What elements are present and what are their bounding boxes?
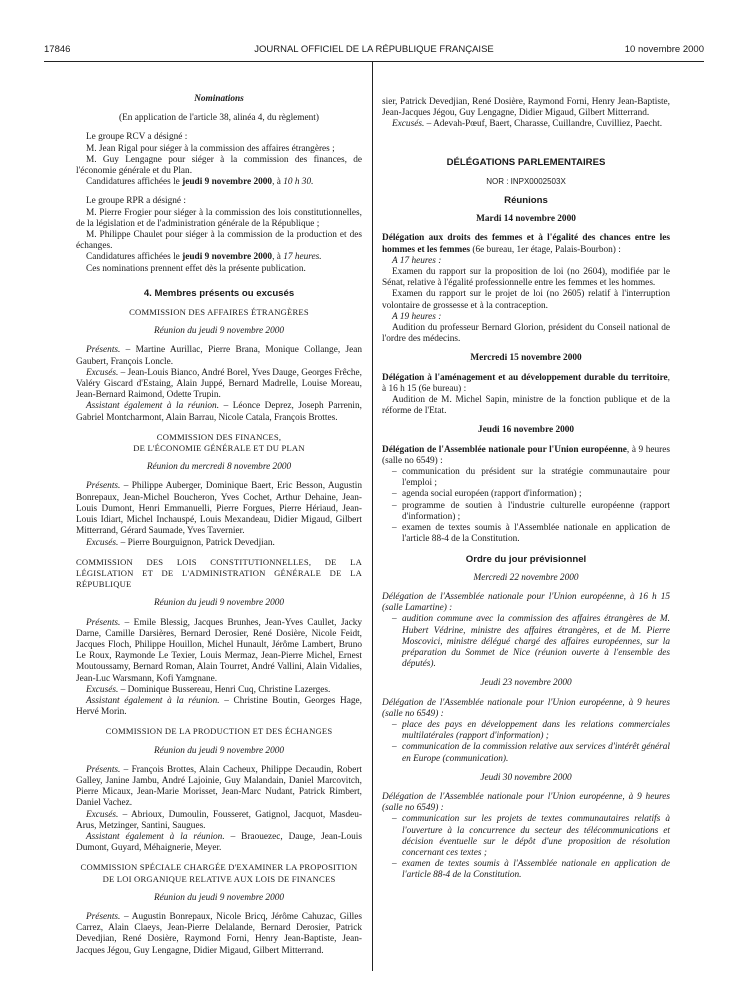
paragraph: M. Jean Rigal pour siéger à la commission des affaires étrangères ; xyxy=(86,143,335,154)
candidatures-line: Candidatures affichées le jeudi 9 novembre 2000, à 10 h 30. xyxy=(86,177,314,188)
reunion-date: Réunion du jeudi 9 novembre 2000 xyxy=(153,745,285,756)
agenda-item: Examen du rapport sur le projet de loi (no 2605) relatif à l'interruption volontaire de grossesse et à la contraception. xyxy=(382,289,670,311)
excuses-list: Excusés. – Dominique Bussereau, Henri Cuq, Christine Lazerges. xyxy=(86,684,331,695)
agenda-list xyxy=(382,720,670,765)
application-note: (En application de l'article 38, alinéa 4, du règlement) xyxy=(119,113,319,124)
paragraph: Le groupe RCV a désigné : xyxy=(86,132,188,143)
agenda-list xyxy=(382,814,670,881)
list-item: – examen de textes soumis à l'Assemblée nationale en application de l'article 88-4 de la Constitution. xyxy=(392,523,670,545)
list-item: – examen de textes soumis à l'Assemblée nationale en application de l'article 88-4 de la Constitution. xyxy=(392,859,670,881)
meeting-date: Jeudi 16 novembre 2000 xyxy=(477,425,575,436)
meeting-date: Mardi 14 novembre 2000 xyxy=(476,214,576,225)
issue-date: 10 novembre 2000 xyxy=(624,44,704,55)
meeting-date: Mercredi 15 novembre 2000 xyxy=(470,353,582,364)
list-item: – communication du président sur la stratégie communautaire pour l'emploi ; xyxy=(392,467,670,489)
reunion-date: Réunion du jeudi 9 novembre 2000 xyxy=(153,598,285,609)
commission-name: DE L'ÉCONOMIE GÉNÉRALE ET DU PLAN xyxy=(133,443,305,454)
delegation-heading: Délégation aux droits des femmes et à l'égalité des chances entre les hommes et les femmes (6e bureau, 1er étage, Palais-Bourbon) : xyxy=(382,233,670,255)
paragraph: M. Pierre Frogier pour siéger à la commission des lois constitutionnelles, de la législation et de l'administration générale de la République ; xyxy=(76,207,362,229)
list-item: – communication de la commission relative aux services d'intérêt général en Europe (communication). xyxy=(392,742,670,764)
delegation-heading: Délégation de l'Assemblée nationale pour l'Union européenne, à 9 heures (salle no 6549) : xyxy=(382,697,670,719)
paragraph: M. Guy Lengagne pour siéger à la commission des finances, de l'économie générale et du Plan. xyxy=(76,154,362,177)
excuses-list: Excusés. – Abrioux, Dumoulin, Fousseret, Gatignol, Jacquot, Masdeu-Arus, Metzinger, Santini, Saugues. xyxy=(76,809,362,831)
page-number: 17846 xyxy=(44,44,71,55)
presents-list: Présents. – Martine Aurillac, Pierre Brana, Monique Collange, Jean Gaubert, François Loncle. xyxy=(76,345,362,367)
nominations-title: Nominations xyxy=(194,94,244,104)
agenda-item: Audition de M. Michel Sapin, ministre de la fonction publique et de la réforme de l'Etat. xyxy=(382,395,670,417)
presents-list: Présents. – Emile Blessig, Jacques Brunhes, Jean-Yves Caullet, Jacky Darne, Camille Darsières, Bernard Derosier, René Dosière, Nicole Feidt, Jacques Floch, Philippe Houillon, Michel Hunault, Jérôme Lambert, Bruno Le Roux, Raymonde Le Texier, Louis Mermaz, Jean-Pierre Michel, Ernest Moutoussamy, Bernard Roman, Alain Tourret, André Vallini, Alain Vidalies, Jean-Luc Warsmann, Kofi Yamgnane. xyxy=(76,617,362,684)
excuses-list: Excusés. – Jean-Louis Bianco, André Borel, Yves Dauge, Georges Frêche, Valéry Giscard d'Estaing, Alain Juppé, Bernard Madrelle, Louise Moreau, Jean-Bernard Raimond, Odette Trupin. xyxy=(76,367,362,401)
presents-continuation: sier, Patrick Devedjian, René Dosière, Raymond Forni, Henry Jean-Baptiste, Jean-Jacques Jégou, Guy Lengagne, Didier Migaud, Gilbert Mitterrand. xyxy=(382,97,670,119)
meeting-date: Mercredi 22 novembre 2000 xyxy=(473,572,579,583)
time-slot: A 19 heures : xyxy=(392,311,442,322)
reunion-date: Réunion du mercredi 8 novembre 2000 xyxy=(146,462,292,473)
agenda-item: Audition du professeur Bernard Glorion, président du Conseil national de l'ordre des médecins. xyxy=(382,323,670,345)
list-item: – audition commune avec la commission des affaires étrangères de M. Hubert Védrine, ministre des affaires étrangères, et de M. Pierre Moscovici, ministre délégué chargé des affaires européennes, sur la préparation du Sommet de Nice (réunion ouverte à l'ensemble des députés). xyxy=(392,614,670,670)
page-header xyxy=(44,44,704,58)
presents-list: Présents. – François Brottes, Alain Cacheux, Philippe Decaudin, Robert Galley, Janine Jambu, André Lajoinie, Guy Malandain, Daniel Marcovitch, Pierre Micaux, Jean-Marie Morisset, Jean-Marc Nudant, Patrick Rimbert, Daniel Vachez. xyxy=(76,764,362,809)
commission-name: COMMISSION SPÉCIALE CHARGÉE D'EXAMINER LA PROPOSITION DE LOI ORGANIQUE RELATIVE AUX LOIS DE FINANCES xyxy=(80,862,358,884)
agenda-item: Examen du rapport sur la proposition de loi (no 2604), modifiée par le Sénat, relative à l'égalité professionnelle entre les femmes et les hommes. xyxy=(382,267,670,289)
time-slot: A 17 heures : xyxy=(392,255,442,266)
commission-name: COMMISSION DE LA PRODUCTION ET DES ÉCHANGES xyxy=(105,726,333,737)
ordre-du-jour-title: Ordre du jour prévisionnel xyxy=(465,553,587,565)
reunion-date: Réunion du jeudi 9 novembre 2000 xyxy=(153,892,285,903)
column-divider xyxy=(372,61,373,971)
agenda-list xyxy=(382,614,670,670)
excuses-list: Excusés. – Pierre Bourguignon, Patrick Devedjian. xyxy=(86,537,275,548)
delegation-heading: Délégation de l'Assemblée nationale pour l'Union européenne, à 9 heures (salle no 6549) : xyxy=(382,791,670,814)
left-column xyxy=(76,94,362,957)
excuses-list: Excusés. – Adevah-Pœuf, Baert, Charasse, Cuillandre, Cuvilliez, Paecht. xyxy=(392,119,663,130)
presents-list: Présents. – Philippe Auberger, Dominique Baert, Eric Besson, Augustin Bonrepaux, Jean-Michel Boucheron, Yves Cochet, Arthur Dehaine, Jean-Louis Dumont, Henri Emmanuelli, Pierre Forgues, Pierre Hériaud, Jean-Louis Idiart, Michel Inchauspé, Louis Mexandeau, Didier Migaud, Gilbert Mitterrand, Gérard Saumade, Yves Tavernier. xyxy=(76,481,362,537)
list-item: – agenda social européen (rapport d'information) ; xyxy=(392,489,670,500)
presents-list: Présents. – Augustin Bonrepaux, Nicole Bricq, Jérôme Cahuzac, Gilles Carrez, Alain Claeys, Jean-Pierre Delalande, Bernard Derosier, Patrick Devedjian, René Dosière, Raymond Forni, Henry Jean-Baptiste, Jean-Jacques Jégou, Guy Lengagne, Didier Migaud, Gilbert Mitterrand. xyxy=(76,911,362,956)
commission-name: COMMISSION DES AFFAIRES ÉTRANGÈRES xyxy=(129,307,309,318)
delegations-title: DÉLÉGATIONS PARLEMENTAIRES xyxy=(446,156,606,168)
reunion-date: Réunion du jeudi 9 novembre 2000 xyxy=(153,326,285,337)
right-column xyxy=(382,97,670,882)
assistant-list: Assistant également à la réunion. – Christine Boutin, Georges Hage, Hervé Morin. xyxy=(76,695,362,718)
journal-title: JOURNAL OFFICIEL DE LA RÉPUBLIQUE FRANÇAISE xyxy=(254,44,494,55)
delegation-heading: Délégation de l'Assemblée nationale pour l'Union européenne, à 16 h 15 (salle Lamartine) : xyxy=(382,591,670,614)
assistant-list: Assistant également à la réunion. – Braouezec, Dauge, Jean-Louis Dumont, Guyard, Méhaignerie, Meyer. xyxy=(76,831,362,854)
paragraph: M. Philippe Chaulet pour siéger à la commission de la production et des échanges. xyxy=(76,230,362,252)
commission-name: COMMISSION DES FINANCES, xyxy=(156,431,282,442)
list-item: – place des pays en développement dans les relations commerciales multilatérales (rapport d'information) ; xyxy=(392,720,670,742)
paragraph: Le groupe RPR a désigné : xyxy=(86,196,186,207)
assistant-list: Assistant également à la réunion. – Léonce Deprez, Joseph Parrenin, Gabriel Montcharmont, Alain Barrau, Nicole Catala, François Brottes. xyxy=(76,401,362,423)
header-rule xyxy=(44,61,704,62)
meeting-date: Jeudi 30 novembre 2000 xyxy=(480,772,572,783)
candidatures-line: Candidatures affichées le jeudi 9 novembre 2000, à 17 heures. xyxy=(86,252,322,263)
meeting-date: Jeudi 23 novembre 2000 xyxy=(480,678,572,689)
nor-reference: NOR : INPX0002503X xyxy=(486,176,566,186)
agenda-list xyxy=(382,467,670,545)
paragraph: Ces nominations prennent effet dès la présente publication. xyxy=(86,263,306,274)
list-item: – programme de soutien à l'industrie culturelle européenne (rapport d'information) ; xyxy=(392,501,670,523)
commission-name: COMMISSION DES LOIS CONSTITUTIONNELLES, DE LA LÉGISLATION ET DE L'ADMINISTRATION GÉNÉRALE DE LA RÉPUBLIQUE xyxy=(76,556,362,590)
delegation-heading: Délégation de l'Assemblée nationale pour l'Union européenne, à 9 heures (salle no 6549) : xyxy=(382,444,670,466)
reunions-title: Réunions xyxy=(504,195,548,207)
list-item: – communication sur les projets de textes communautaires relatifs à l'ouverture à la concurrence du secteur des télécommunications et décision éventuelle sur le dépôt d'une proposition de résolution concernant ces textes ; xyxy=(392,814,670,859)
delegation-heading: Délégation à l'aménagement et au développement durable du territoire, à 16 h 15 (6e bureau) : xyxy=(382,372,670,394)
section-title: 4. Membres présents ou excusés xyxy=(143,287,295,299)
